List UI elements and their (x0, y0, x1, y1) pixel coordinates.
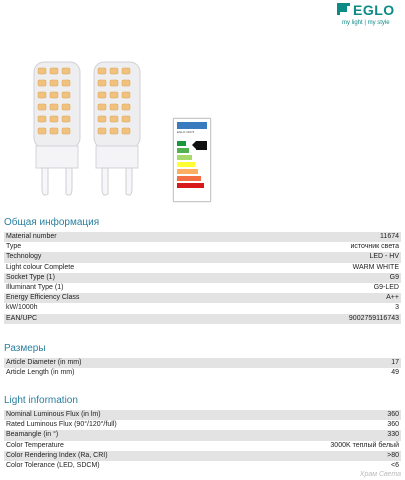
general-info-table (4, 232, 401, 324)
table-row (4, 303, 401, 313)
table-row (4, 358, 401, 368)
row-key: Rated Luminous Flux (90°/120°/full) (6, 421, 117, 429)
row-key: Nominal Luminous Flux (in lm) (6, 411, 101, 418)
energy-class-bar (177, 141, 186, 146)
row-key: EAN/UPC (6, 314, 38, 322)
row-key: Article Diameter (in mm) (6, 359, 82, 366)
led-bulb-right-image (88, 60, 146, 200)
row-value: 3 (395, 304, 399, 312)
table-row (4, 263, 401, 273)
brand-name: EGLO (353, 2, 395, 18)
row-key: Beamangle (in °) (6, 431, 59, 439)
table-row (4, 410, 401, 420)
row-value: G9-LED (373, 283, 399, 291)
row-value: A++ (386, 294, 399, 302)
row-value: LED - HV (369, 253, 399, 261)
row-value: 11674 (380, 233, 399, 240)
energy-class-bar (177, 169, 198, 174)
table-row (4, 283, 401, 293)
eglo-logo (337, 3, 403, 37)
table-row (4, 420, 401, 430)
table-row (4, 451, 401, 461)
row-key: Color Tolerance (LED, SDCM) (6, 461, 100, 469)
table-row (4, 368, 401, 378)
row-key: Technology (6, 253, 42, 261)
row-key: Type (6, 243, 22, 251)
table-row (4, 314, 401, 324)
energy-class-bar (177, 183, 204, 188)
energy-class-bar (177, 155, 192, 160)
row-value: 9002759116743 (348, 314, 399, 322)
table-row (4, 430, 401, 440)
row-key: Light colour Complete (6, 263, 75, 271)
table-row (4, 461, 401, 471)
row-value: 330 (387, 431, 399, 439)
section-title-dimensions: Размеры (4, 343, 46, 354)
brand-tagline: my light | my style (342, 20, 390, 26)
eglo-logo-mark (337, 3, 350, 15)
table-row (4, 232, 401, 242)
table-row (4, 242, 401, 252)
row-value: 17 (391, 359, 399, 366)
row-value: <6 (391, 461, 399, 469)
row-value: >80 (387, 451, 399, 459)
row-key: Article Length (in mm) (6, 369, 75, 377)
section-title-general: Общая информация (4, 217, 100, 228)
table-row (4, 293, 401, 303)
row-value: источник света (350, 243, 399, 251)
energy-class-bar (177, 176, 201, 181)
led-bulb-left-image (28, 60, 86, 200)
energy-class-bar (177, 148, 189, 153)
section-title-light: Light information (4, 395, 78, 406)
energy-label (173, 118, 211, 202)
row-key: Energy Efficiency Class (6, 294, 80, 302)
row-value: 49 (391, 369, 399, 377)
row-key: Color Temperature (6, 441, 64, 449)
light-info-table (4, 410, 401, 471)
table-row (4, 441, 401, 451)
row-key: kW/1000h (6, 304, 38, 312)
row-key: Socket Type (1) (6, 273, 55, 281)
dimensions-table (4, 358, 401, 378)
row-value: G9 (389, 273, 399, 281)
row-value: 3000K теплый белый (330, 441, 399, 449)
energy-class-bar (177, 162, 195, 167)
row-value: 360 (387, 411, 399, 418)
table-row (4, 252, 401, 262)
row-value: WARM WHITE (352, 263, 399, 271)
energy-label-text: EGLO 11674 (177, 130, 195, 134)
row-value: 360 (387, 421, 399, 429)
row-key: Illuminant Type (1) (6, 283, 64, 291)
table-row (4, 273, 401, 283)
energy-label-header (177, 122, 207, 129)
watermark: Храм Света (359, 471, 401, 478)
row-key: Material number (6, 233, 57, 240)
energy-class-arrow (196, 141, 207, 150)
row-key: Color Rendering Index (Ra, CRI) (6, 451, 108, 459)
